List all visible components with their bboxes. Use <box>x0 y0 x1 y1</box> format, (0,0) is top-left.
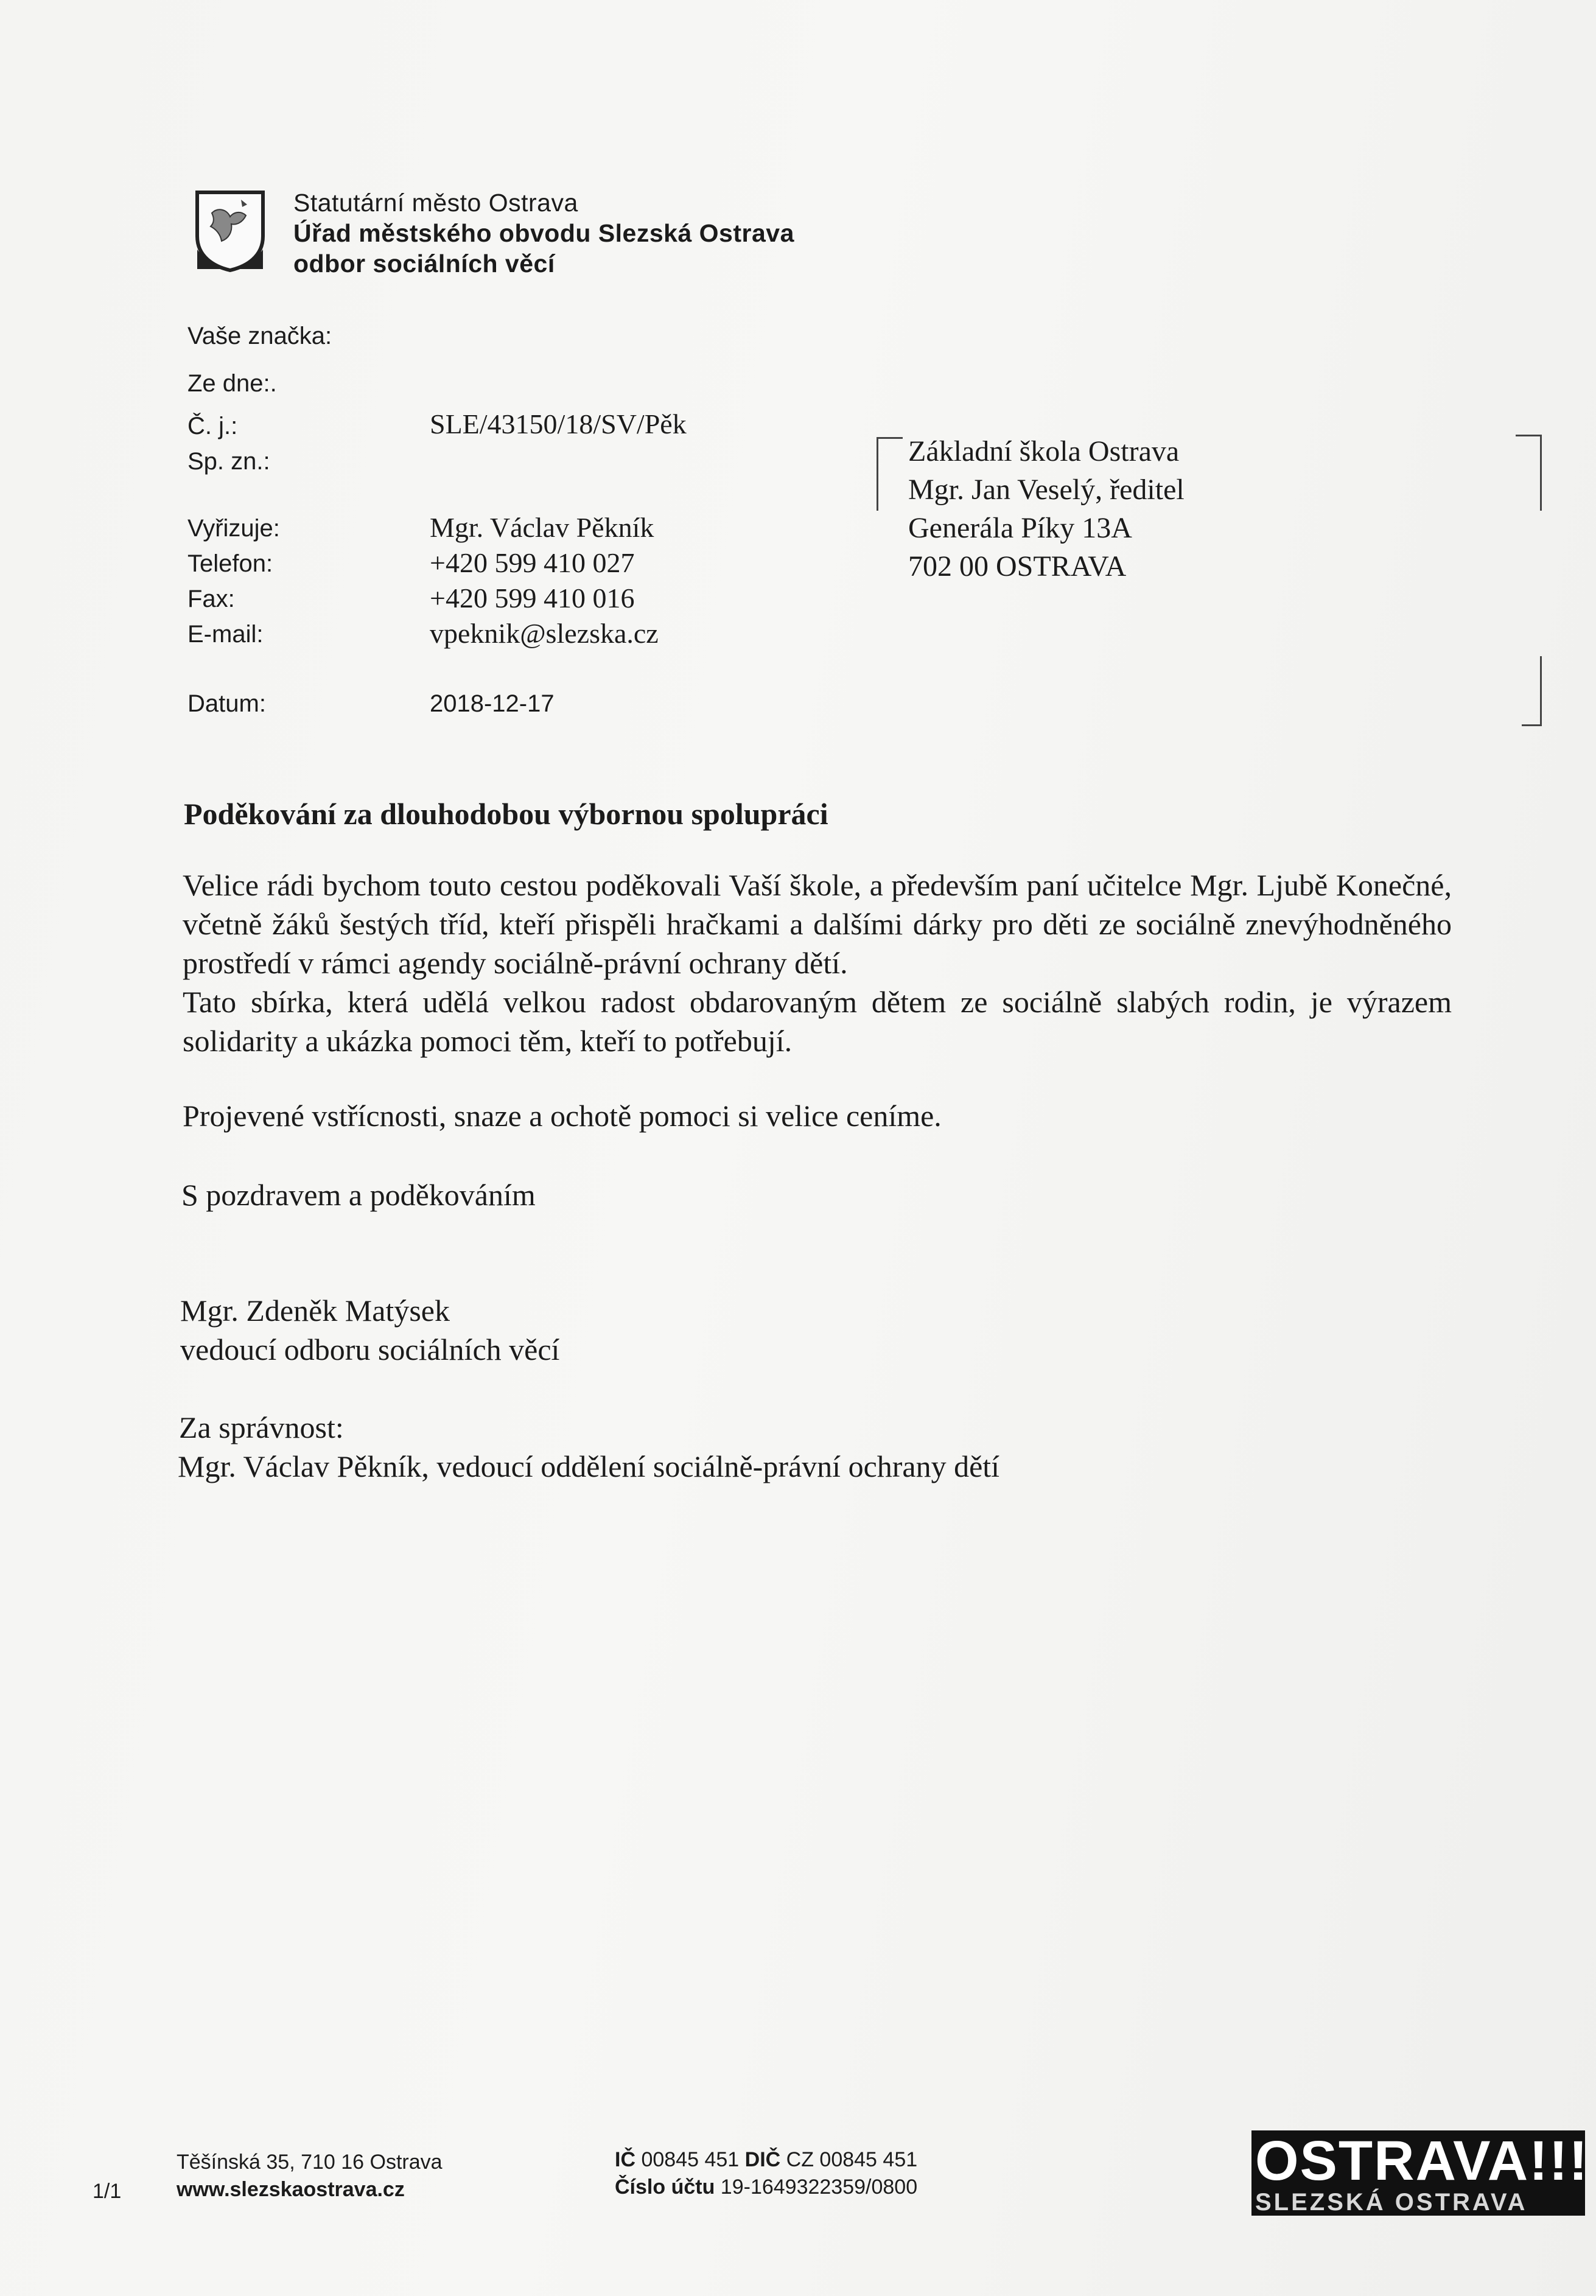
coat-of-arms-icon <box>194 189 267 273</box>
recipient-line-1: Základní škola Ostrava <box>908 435 1180 467</box>
signer-name: Mgr. Zdeněk Matýsek <box>180 1293 450 1328</box>
ic-label: IČ <box>615 2148 635 2171</box>
signer-title: vedoucí odboru sociálních věcí <box>180 1332 560 1367</box>
your-ref-label: Vaše značka: <box>187 323 332 349</box>
ostrava-brand-logo <box>1251 2130 1589 2216</box>
date-label: Datum: <box>187 690 266 717</box>
address-bracket-top-right <box>1516 435 1542 511</box>
body-paragraph-2: Tato sbírka, která udělá velkou radost obdarovaným dětem ze sociálně slabých rodin, je výrazem solidarity a ukázka pomoci těm, kteří to potřebují. <box>183 985 1452 1058</box>
address-bracket-bottom-right <box>1522 656 1542 726</box>
account-value: 19-1649322359/0800 <box>720 2175 918 2199</box>
recipient-line-3: Generála Píky 13A <box>908 512 1132 544</box>
ic-value: 00845 451 <box>641 2148 740 2171</box>
account-label: Číslo účtu <box>615 2175 715 2199</box>
recipient-line-2: Mgr. Jan Veselý, ředitel <box>908 474 1185 506</box>
footer-website: www.slezskaostrava.cz <box>177 2178 405 2201</box>
brand-sub-text: SLEZSKÁ OSTRAVA <box>1255 2189 1528 2216</box>
body-paragraph-1: Velice rádi bychom touto cestou poděkovali Vaší škole, a především paní učitelce Mgr. Ljubě Konečné, včetně žáků šestých tříd, kteří přispěli hračkami a dalšími dárky pro děti ze sociálně znevýhodněného prostředí v rámci agendy sociálně-právní ochrany dětí. <box>183 868 1452 980</box>
letter-subject: Poděkování za dlouhodobou výbornou spolupráci <box>184 797 828 831</box>
email-label: E-mail: <box>187 621 264 648</box>
phone-label: Telefon: <box>187 550 273 577</box>
email-value: vpeknik@slezska.cz <box>430 618 659 649</box>
phone-value: +420 599 410 027 <box>430 547 635 578</box>
footer-contact <box>177 2149 443 2203</box>
closing-line: S pozdravem a poděkováním <box>181 1178 536 1212</box>
ref-number-label: Č. j.: <box>187 413 238 439</box>
recipient-line-4: 702 00 OSTRAVA <box>908 550 1127 583</box>
page-number: 1/1 <box>93 2180 122 2203</box>
verified-by-label: Za správnost: <box>179 1410 344 1444</box>
issuer-city: Statutární město Ostrava <box>293 189 578 217</box>
issuer-department: odbor sociálních věcí <box>293 250 555 278</box>
dic-label: DIČ <box>744 2148 781 2171</box>
footer-address: Těšínská 35, 710 16 Ostrava <box>177 2151 443 2174</box>
dated-label: Ze dne:. <box>187 370 277 397</box>
fax-label: Fax: <box>187 586 235 612</box>
date-value: 2018-12-17 <box>430 690 555 717</box>
ref-number-value: SLE/43150/18/SV/Pěk <box>430 408 687 439</box>
footer-ids <box>615 2146 917 2201</box>
body-paragraph-3: Projevené vstřícnosti, snaze a ochotě pomoci si velice ceníme. <box>183 1099 942 1133</box>
issuer-office: Úřad městského obvodu Slezská Ostrava <box>293 219 794 247</box>
fax-value: +420 599 410 016 <box>430 583 635 614</box>
verified-by-name: Mgr. Václav Pěkník, vedoucí oddělení sociálně-právní ochrany dětí <box>178 1449 1000 1483</box>
handled-by-value: Mgr. Václav Pěkník <box>430 512 654 543</box>
brand-main-text: OSTRAVA!!! <box>1255 2130 1589 2192</box>
recipient-address <box>908 432 1185 586</box>
handled-by-label: Vyřizuje: <box>187 515 280 542</box>
address-bracket-top-left <box>877 437 903 511</box>
file-number-label: Sp. zn.: <box>187 448 270 475</box>
issuer-header <box>293 187 794 279</box>
dic-value: CZ 00845 451 <box>786 2148 918 2171</box>
